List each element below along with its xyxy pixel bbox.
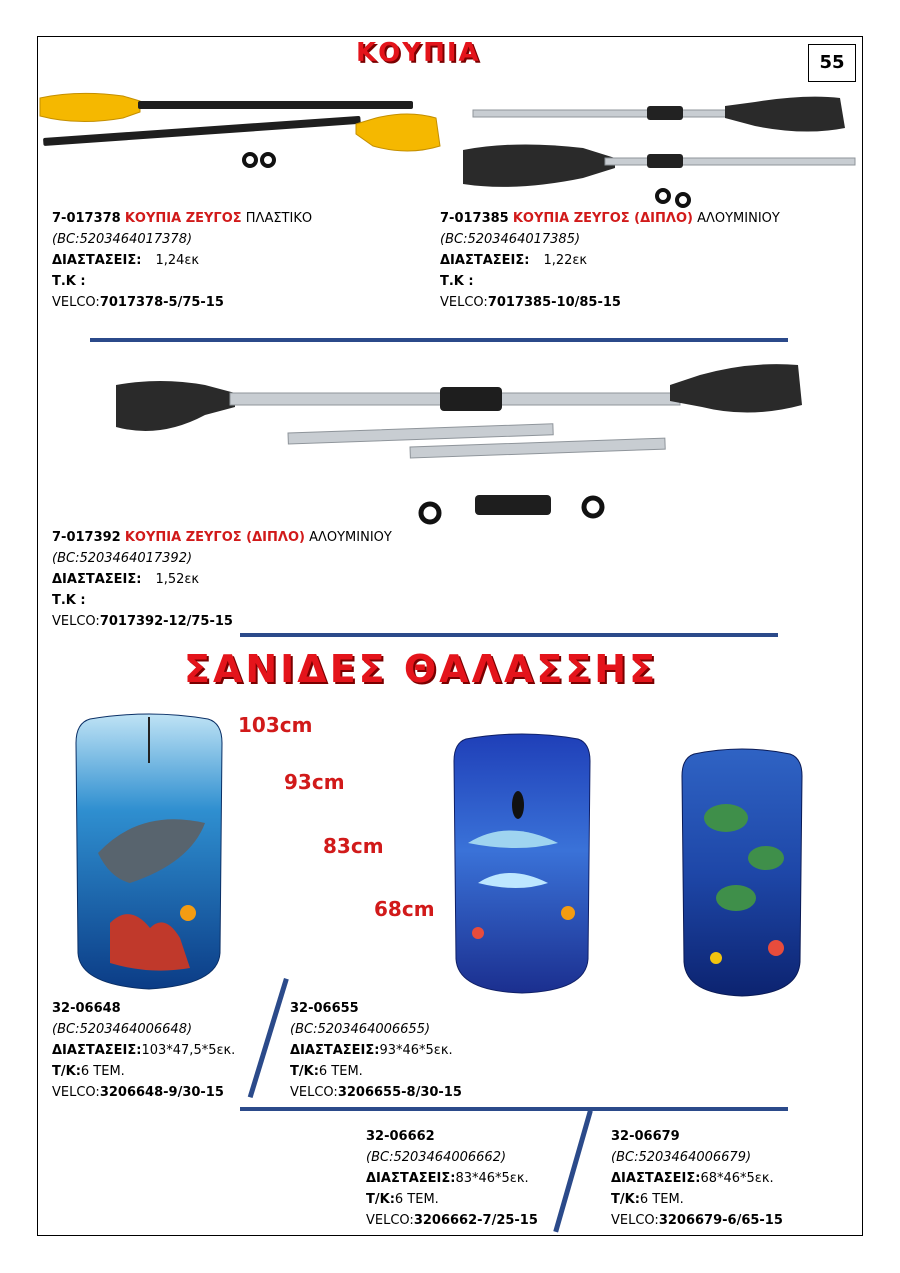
product-32-06655 bbox=[290, 998, 462, 1103]
velco-value: 7017385-10/85-15 bbox=[487, 295, 621, 310]
tk-label: Τ/Κ: bbox=[366, 1192, 395, 1207]
tk-label: Τ.Κ : bbox=[440, 274, 474, 289]
dims-label: ΔΙΑΣΤΑΣΕΙΣ: bbox=[440, 253, 530, 268]
tk-value: 6 ΤΕΜ. bbox=[394, 1192, 439, 1207]
velco-label: VELCO: bbox=[611, 1213, 659, 1228]
bodyboard-103-image bbox=[70, 713, 228, 991]
board-size-93: 93cm bbox=[284, 770, 345, 794]
page-number: 55 bbox=[808, 44, 856, 82]
tk-label: Τ/Κ: bbox=[290, 1064, 319, 1079]
bodyboard-68-image bbox=[676, 748, 808, 998]
dims-label: ΔΙΑΣΤΑΣΕΙΣ: bbox=[52, 1043, 142, 1058]
product-barcode: (BC:5203464006679) bbox=[611, 1150, 752, 1165]
product-32-06679 bbox=[611, 1126, 783, 1231]
dims-value: 1,52εκ bbox=[155, 572, 200, 587]
velco-value: 3206648-9/30-15 bbox=[99, 1085, 224, 1100]
paddles-section-title: ΚΟΥΠΙΑ bbox=[356, 38, 481, 68]
product-7-017378 bbox=[52, 208, 312, 313]
product-32-06648 bbox=[52, 998, 235, 1103]
velco-label: VELCO: bbox=[290, 1085, 338, 1100]
velco-label: VELCO: bbox=[52, 1085, 100, 1100]
paddle-set-aluminium-image bbox=[110, 355, 810, 535]
product-code: 32-06655 bbox=[290, 1001, 359, 1016]
tk-value: 6 ΤΕΜ. bbox=[318, 1064, 363, 1079]
dims-value: 93*46*5εκ. bbox=[379, 1043, 453, 1058]
paddle-pair-aluminium-image bbox=[455, 92, 860, 212]
velco-label: VELCO: bbox=[52, 295, 100, 310]
product-7-017392 bbox=[52, 527, 392, 632]
bodyboard-93-image bbox=[448, 733, 596, 995]
dims-label: ΔΙΑΣΤΑΣΕΙΣ: bbox=[611, 1171, 701, 1186]
dims-value: 103*47,5*5εκ. bbox=[141, 1043, 236, 1058]
board-size-103: 103cm bbox=[238, 713, 313, 737]
tk-value: 6 ΤΕΜ. bbox=[639, 1192, 684, 1207]
product-material: ΑΛΟΥΜΙΝΙΟΥ bbox=[697, 211, 780, 226]
dims-label: ΔΙΑΣΤΑΣΕΙΣ: bbox=[52, 572, 142, 587]
product-material: ΠΛΑΣΤΙΚΟ bbox=[245, 211, 313, 226]
boards-section-title: ΣΑΝΙΔΕΣ ΘΑΛΑΣΣΗΣ bbox=[184, 647, 659, 691]
product-name: ΚΟΥΠΙΑ ΖΕΥΓΟΣ (ΔΙΠΛΟ) bbox=[124, 530, 305, 545]
product-material: ΑΛΟΥΜΙΝΙΟΥ bbox=[309, 530, 392, 545]
product-barcode: (BC:5203464006662) bbox=[366, 1150, 507, 1165]
dims-value: 83*46*5εκ. bbox=[455, 1171, 529, 1186]
velco-label: VELCO: bbox=[366, 1213, 414, 1228]
velco-value: 3206679-6/65-15 bbox=[658, 1213, 783, 1228]
product-barcode: (BC:5203464017385) bbox=[440, 232, 581, 247]
board-size-83: 83cm bbox=[323, 834, 384, 858]
product-barcode: (BC:5203464006655) bbox=[290, 1022, 431, 1037]
paddle-pair-plastic-image bbox=[38, 88, 448, 178]
tk-label: Τ/Κ: bbox=[52, 1064, 81, 1079]
product-name: ΚΟΥΠΙΑ ΖΕΥΓΟΣ (ΔΙΠΛΟ) bbox=[512, 211, 693, 226]
dims-label: ΔΙΑΣΤΑΣΕΙΣ: bbox=[366, 1171, 456, 1186]
product-code: 32-06662 bbox=[366, 1129, 435, 1144]
section-divider bbox=[240, 1107, 788, 1111]
section-divider bbox=[90, 338, 788, 342]
product-code: 7-017392 bbox=[52, 530, 121, 545]
velco-label: VELCO: bbox=[440, 295, 488, 310]
dims-value: 68*46*5εκ. bbox=[700, 1171, 774, 1186]
velco-value: 3206655-8/30-15 bbox=[337, 1085, 462, 1100]
product-name: ΚΟΥΠΙΑ ΖΕΥΓΟΣ bbox=[124, 211, 242, 226]
tk-label: Τ.Κ : bbox=[52, 274, 86, 289]
dims-value: 1,24εκ bbox=[155, 253, 200, 268]
velco-value: 7017378-5/75-15 bbox=[99, 295, 224, 310]
board-size-68: 68cm bbox=[374, 897, 435, 921]
section-divider bbox=[240, 633, 778, 637]
velco-label: VELCO: bbox=[52, 614, 100, 629]
product-barcode: (BC:5203464017392) bbox=[52, 551, 193, 566]
product-7-017385 bbox=[440, 208, 780, 313]
product-barcode: (BC:5203464017378) bbox=[52, 232, 193, 247]
dims-value: 1,22εκ bbox=[543, 253, 588, 268]
product-code: 32-06679 bbox=[611, 1129, 680, 1144]
velco-value: 7017392-12/75-15 bbox=[99, 614, 233, 629]
tk-label: Τ.Κ : bbox=[52, 593, 86, 608]
velco-value: 3206662-7/25-15 bbox=[413, 1213, 538, 1228]
tk-value: 6 ΤΕΜ. bbox=[80, 1064, 125, 1079]
product-code: 7-017385 bbox=[440, 211, 509, 226]
dims-label: ΔΙΑΣΤΑΣΕΙΣ: bbox=[52, 253, 142, 268]
product-barcode: (BC:5203464006648) bbox=[52, 1022, 193, 1037]
tk-label: Τ/Κ: bbox=[611, 1192, 640, 1207]
product-code: 7-017378 bbox=[52, 211, 121, 226]
dims-label: ΔΙΑΣΤΑΣΕΙΣ: bbox=[290, 1043, 380, 1058]
product-32-06662 bbox=[366, 1126, 538, 1231]
product-code: 32-06648 bbox=[52, 1001, 121, 1016]
